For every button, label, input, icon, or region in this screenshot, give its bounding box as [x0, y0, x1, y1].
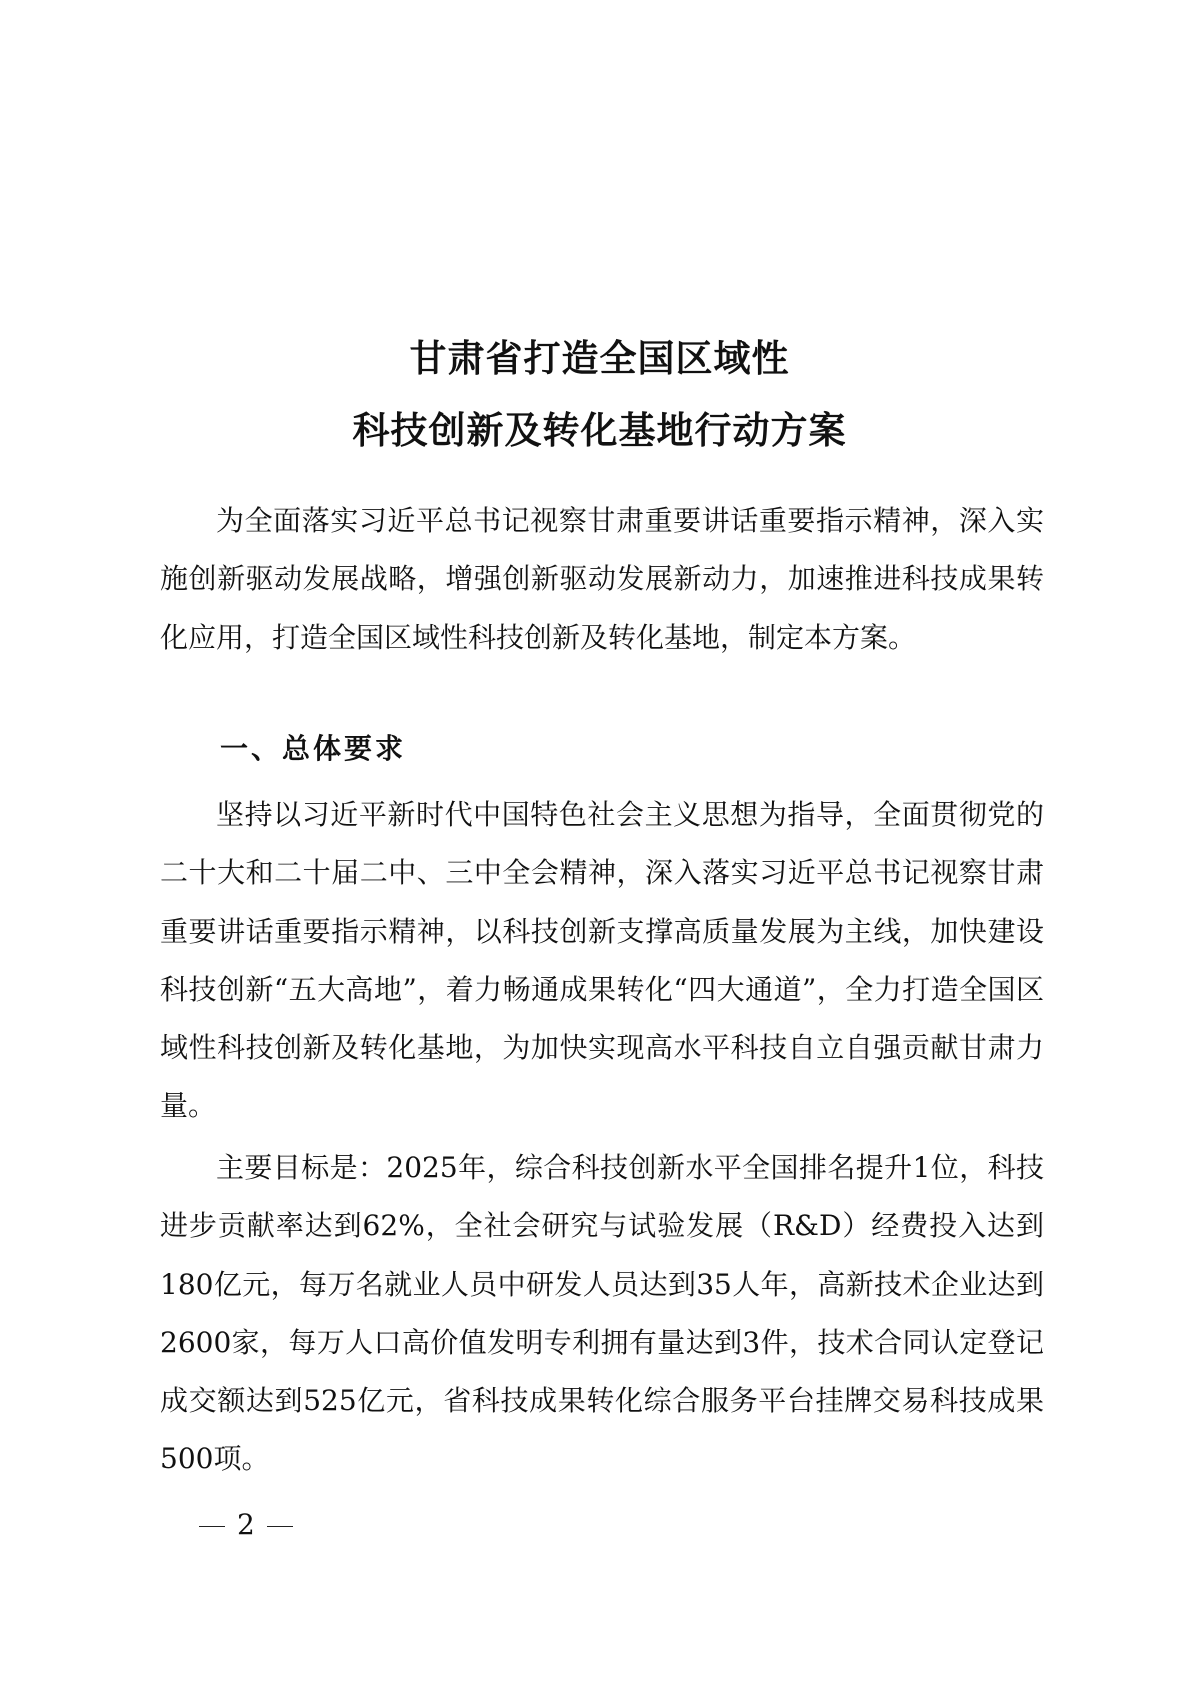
- goals-paragraph: 主要目标是：2025年，综合科技创新水平全国排名提升1位，科技进步贡献率达到62%，全社会研究与试验发展（R&D）经费投入达到180亿元，每万名就业人员中研发人员达到35人年，高新技术企业达到2600家，每万人口高价值发明专利拥有量达到3件，技术合同认定登记成交额达到525亿元，省科技成果转化综合服务平台挂牌交易科技成果500项。: [160, 1151, 1044, 1476]
- page-number-dash-left: [199, 1526, 225, 1527]
- page-number-value: 2: [237, 1508, 255, 1541]
- intro-paragraph: 为全面落实习近平总书记视察甘肃重要讲话重要指示精神，深入实施创新驱动发展战略，增强创新驱动发展新动力，加速推进科技成果转化应用，打造全国区域性科技创新及转化基地，制定本方案。: [160, 504, 1044, 654]
- section-heading: 一、总体要求: [220, 732, 407, 765]
- page-number: [187, 1508, 305, 1541]
- page-number-dash-right: [267, 1526, 293, 1527]
- document-title-line-1: 甘肃省打造全国区域性: [409, 336, 790, 380]
- requirements-paragraph: 坚持以习近平新时代中国特色社会主义思想为指导，全面贯彻党的二十大和二十届二中、三中全会精神，深入落实习近平总书记视察甘肃重要讲话重要指示精神，以科技创新支撑高质量发展为主线，加快建设科技创新“五大高地”，着力畅通成果转化“四大通道”，全力打造全国区域性科技创新及转化基地，为加快实现高水平科技自立自强贡献甘肃力量。: [160, 798, 1044, 1123]
- document-title-line-2: 科技创新及转化基地行动方案: [352, 408, 847, 452]
